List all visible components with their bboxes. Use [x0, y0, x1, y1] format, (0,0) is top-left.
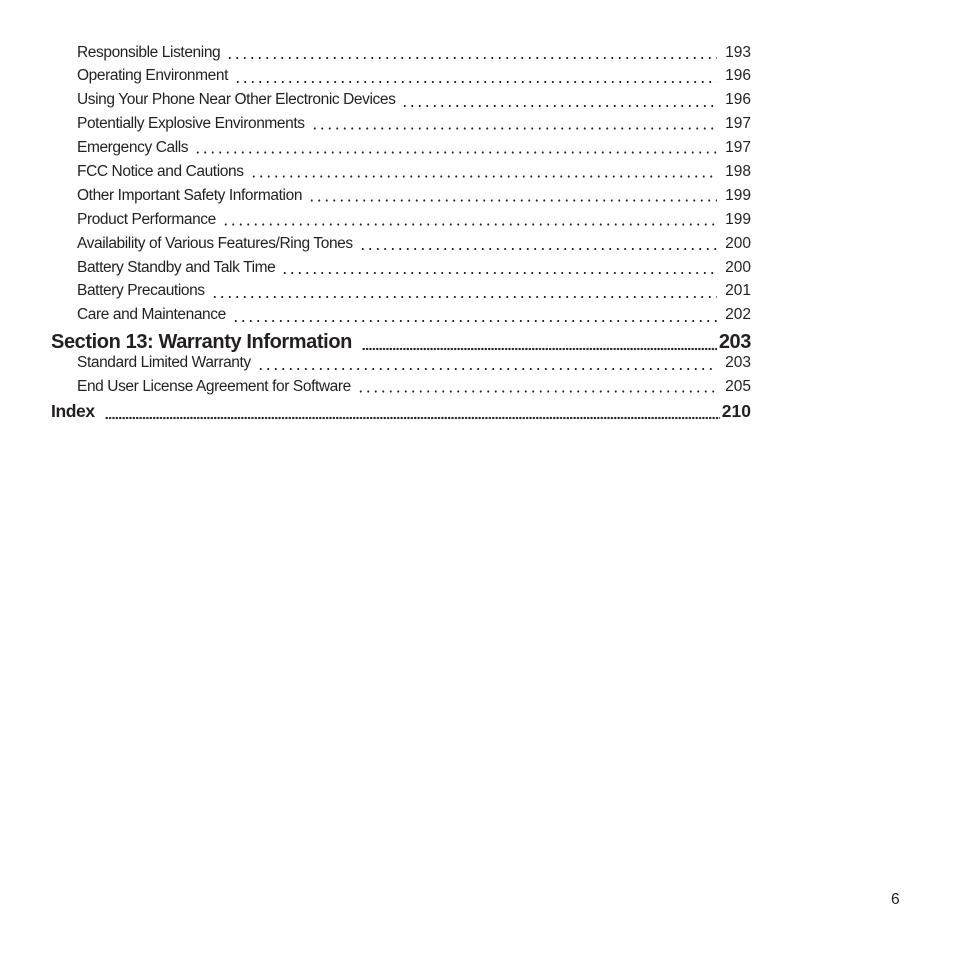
toc-entry-title: Potentially Explosive Environments — [77, 115, 305, 133]
toc-entry[interactable] — [51, 280, 751, 304]
toc-entry-page: 196 — [725, 91, 751, 109]
toc-entry-page: 205 — [725, 378, 751, 396]
toc-entry-page: 202 — [725, 306, 751, 324]
toc-entry-page: 200 — [725, 258, 751, 276]
toc-section-heading[interactable] — [51, 328, 751, 352]
toc-entry-title: Using Your Phone Near Other Electronic Devices — [77, 91, 396, 109]
section-title: Section 13: Warranty Information — [51, 330, 352, 352]
dot-leader — [359, 234, 717, 250]
toc-entry-title: FCC Notice and Cautions — [77, 162, 244, 180]
index-page: 210 — [721, 400, 751, 421]
dot-leader — [250, 163, 718, 179]
dot-leader — [194, 139, 717, 155]
dot-leader — [311, 115, 717, 131]
toc-entry-page: 193 — [725, 43, 751, 61]
toc-entry-page: 201 — [725, 282, 751, 300]
toc-entry[interactable] — [51, 304, 751, 328]
toc-entry[interactable] — [51, 232, 751, 256]
toc-entry[interactable] — [51, 160, 751, 184]
toc-entry-title: Other Important Safety Information — [77, 186, 303, 204]
toc-entry-title: Battery Standby and Talk Time — [77, 258, 276, 276]
toc-entry[interactable] — [51, 256, 751, 280]
toc-entry-title: Care and Maintenance — [77, 306, 226, 324]
dot-leader — [234, 67, 717, 83]
dot-leader — [357, 378, 717, 394]
toc-entry[interactable] — [51, 208, 751, 232]
toc-entry[interactable] — [51, 65, 751, 89]
toc-entry-page: 198 — [725, 162, 751, 180]
toc-entry-page: 197 — [725, 139, 751, 157]
dot-leader — [401, 91, 717, 107]
toc-entry-page: 200 — [725, 234, 751, 252]
dot-leader — [226, 43, 717, 59]
dot-leader — [105, 402, 720, 420]
toc-entry-title: Responsible Listening — [77, 43, 221, 61]
toc-entry-title: End User License Agreement for Software — [77, 378, 351, 396]
toc-entry-title: Battery Precautions — [77, 282, 205, 300]
dot-leader — [257, 354, 717, 370]
toc-entry-page: 197 — [725, 115, 751, 133]
toc-entry-title: Standard Limited Warranty — [77, 354, 251, 372]
dot-leader — [281, 258, 717, 274]
page-number: 6 — [891, 891, 900, 908]
dot-leader — [222, 211, 717, 227]
dot-leader — [211, 282, 717, 298]
dot-leader — [362, 331, 717, 351]
toc-entry-title: Availability of Various Features/Ring Tones — [77, 234, 353, 252]
toc-entry[interactable] — [51, 376, 751, 400]
toc-entry[interactable] — [51, 113, 751, 137]
toc-index-heading[interactable] — [51, 399, 751, 423]
toc-entry-page: 199 — [725, 210, 751, 228]
toc-entry-page: 196 — [725, 67, 751, 85]
toc-entry[interactable] — [51, 137, 751, 161]
toc-entry-title: Product Performance — [77, 210, 216, 228]
dot-leader — [308, 187, 717, 203]
section-page: 203 — [718, 330, 751, 352]
toc-entry[interactable] — [51, 352, 751, 376]
toc-entry-title: Operating Environment — [77, 67, 228, 85]
toc-entry-page: 203 — [725, 354, 751, 372]
toc-entry-title: Emergency Calls — [77, 139, 189, 157]
index-title: Index — [51, 400, 95, 421]
table-of-contents — [51, 41, 751, 423]
dot-leader — [232, 306, 717, 322]
toc-entry[interactable] — [51, 89, 751, 113]
toc-entry[interactable] — [51, 184, 751, 208]
toc-entry[interactable] — [51, 41, 751, 65]
toc-entry-page: 199 — [725, 186, 751, 204]
